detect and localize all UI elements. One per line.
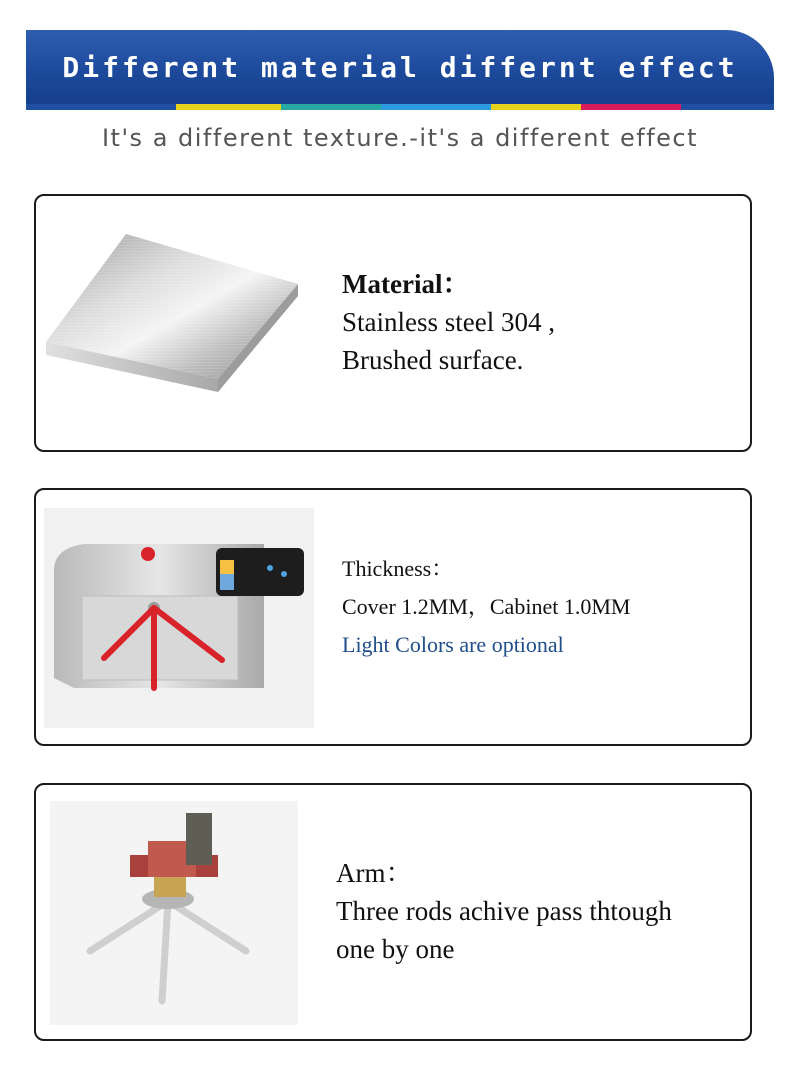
- page-title: Different material differnt effect: [62, 50, 738, 84]
- brushed-steel-plate-icon: [44, 224, 306, 404]
- arm-card: [34, 783, 752, 1041]
- page-subtitle: It's a different texture.-it's a different effect: [101, 124, 699, 152]
- arm-line-1: Three rods achive pass thtough: [336, 895, 672, 926]
- material-line-1: Stainless steel 304 ,: [342, 306, 555, 337]
- arm-heading: Arm：: [336, 858, 413, 888]
- arm-line-2: one by one: [336, 933, 455, 964]
- thickness-heading: Thickness：: [342, 556, 454, 581]
- material-heading: Material：: [342, 269, 470, 299]
- thickness-text: [342, 550, 630, 663]
- thickness-line-1: Cover 1.2MM，Cabinet 1.0MM: [342, 593, 631, 619]
- tripod-turnstile-icon: [44, 508, 314, 728]
- thickness-card: [34, 488, 752, 746]
- material-line-2: Brushed surface.: [342, 344, 524, 375]
- arm-text: [336, 855, 672, 968]
- color-stripe: [26, 104, 774, 110]
- material-card: [34, 194, 752, 452]
- material-text: [342, 266, 555, 379]
- title-banner: [26, 30, 774, 104]
- light-colors-note: Light Colors are optional: [342, 631, 564, 657]
- tripod-arm-mechanism-icon: [50, 801, 298, 1025]
